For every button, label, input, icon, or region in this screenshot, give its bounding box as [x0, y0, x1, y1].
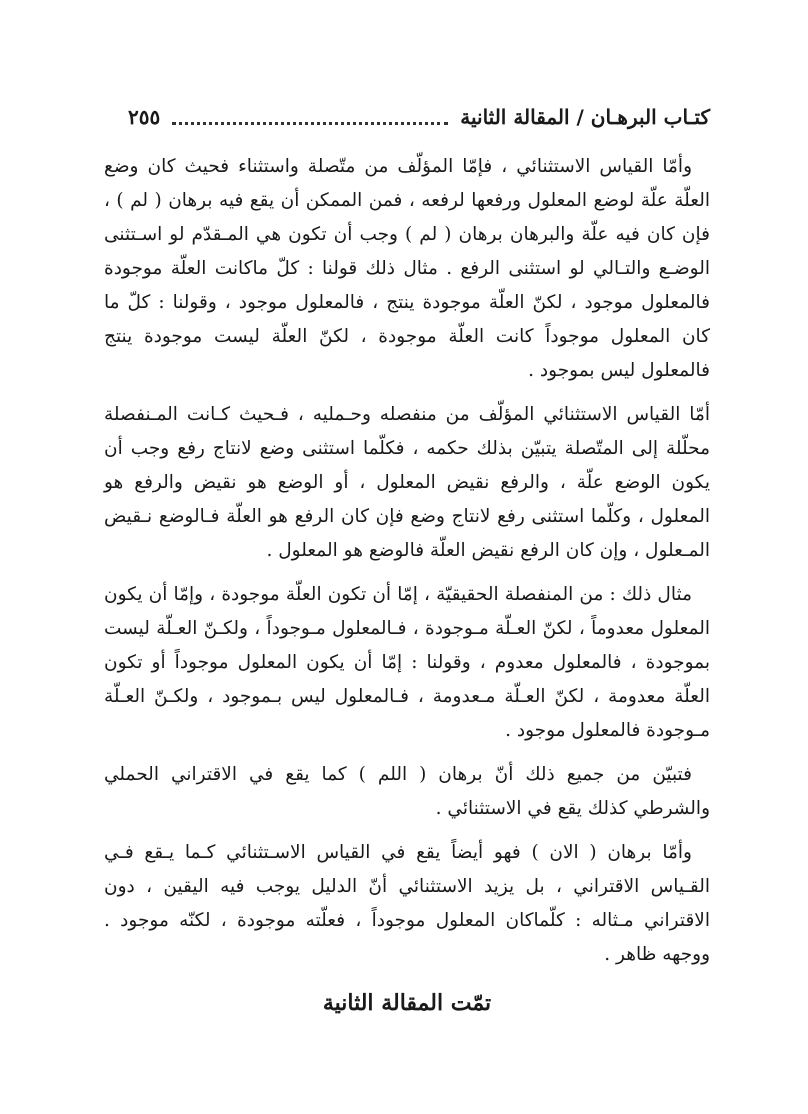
paragraph-4: فتبيّن من جميع ذلك أنّ برهان ( اللم ) كما يقع في الاقتراني الحملي والشرطي كذلك يقع في الاستثنائي . — [104, 764, 710, 819]
paragraph-5: وأمّا برهان ( الان ) فهو أيضاً يقع في القياس الاسـتثنائي كـما يـقع فـي القـياس الاقتراني ، بل يزيد الاستثنائي أنّ الدليل يوجب فيه اليقين ، دون الاقتراني مـثاله : كلّماكان المعلول موجوداً ، فعلّته موجودة ، لكنّه موجود . ووجهه ظاهر . — [104, 842, 710, 965]
paragraph-2: أمّا القياس الاستثنائي المؤلّف من منفصله وحـمليه ، فـحيث كـانت المـنفصلة محلّلة إلى المتّصلة يتبيّن بذلك حكمه ، فكلّما استثنى وضع لانتاج رفع وجب أن يكون الوضع علّة ، والرفع نقيض المعلول ، أو الوضع هو نقيض والرفع هو المعلول ، وكلّما استثنى رفع لانتاج وضع فإن كان الرفع هو العلّة فـالوضع نـقيض المـعلول ، وإن كان الرفع نقيض العلّة فالوضع هو المعلول . — [104, 404, 710, 561]
dotted-leader — [172, 110, 448, 125]
body-text — [104, 150, 710, 982]
page-header — [128, 102, 710, 132]
paragraph-3: مثال ذلك : من المنفصلة الحقيقيّة ، إمّا أن تكون العلّة موجودة ، وإمّا أن يكون المعلول معدوماً ، لكنّ العـلّة مـوجودة ، فـالمعلول مـوجوداً ، ولكـنّ العـلّة ليست بموجودة ، فالمعلول معدوم ، وقولنا : إمّا أن يكون المعلول موجوداً أو تكون العلّة معدومة ، لكنّ العـلّة مـعدومة ، فـالمعلول ليس بـموجود ، ولكـنّ العـلّة مـوجودة فالمعلول موجود . — [104, 584, 710, 741]
running-head: كتـاب البرهـان / المقالة الثانية — [460, 105, 710, 129]
page-number: ٢٥٥ — [128, 105, 161, 129]
closing-title: تمّت المقالة الثانية — [322, 990, 492, 1016]
paragraph-1: وأمّا القياس الاستثنائي ، فإمّا المؤلّف من متّصلة واستثناء فحيث كان وضع العلّة علّة لوضع المعلول ورفعها لرفعه ، فمن الممكن أن يقع فيه برهان ( لم ) ، فإن كان فيه علّة والبرهان برهان ( لم ) وجب أن تكون هي المـقدّم لو اسـتثنى الوضـع والتـالي لو استثنى الرفع . مثال ذلك قولنا : كلّ ماكانت العلّة موجودة فالمعلول موجود ، لكنّ العلّة موجودة ينتج ، فالمعلول موجود ، وقولنا : كلّ ما كان المعلول موجوداً كانت العلّة موجودة ، لكنّ العلّة ليست موجودة ينتج فالمعلول ليس بموجود . — [104, 156, 710, 381]
